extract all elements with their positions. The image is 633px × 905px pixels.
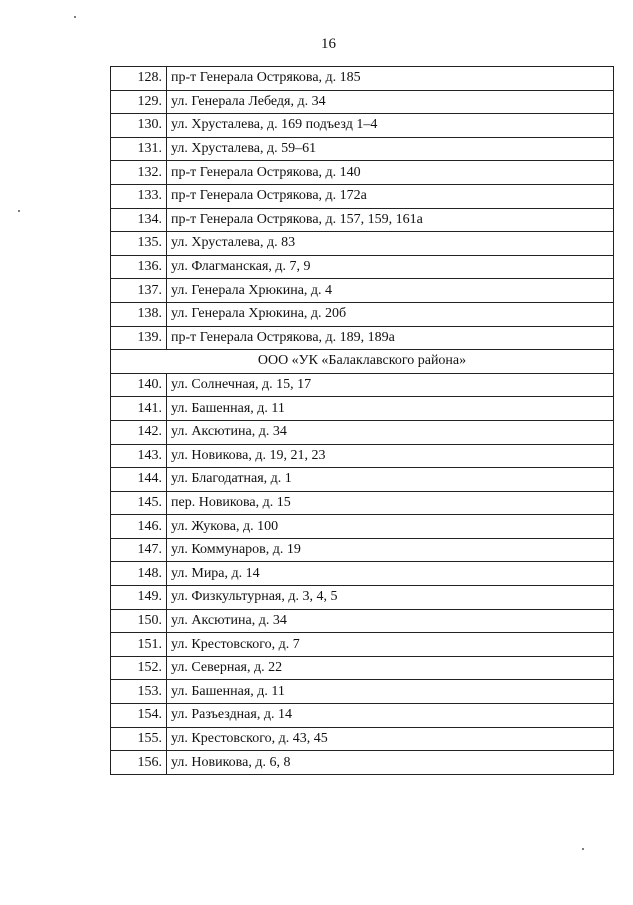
row-address: ул. Генерала Хрюкина, д. 4 bbox=[167, 279, 614, 303]
table-row bbox=[111, 704, 614, 728]
row-number: 136. bbox=[111, 255, 167, 279]
row-number: 147. bbox=[111, 538, 167, 562]
row-number: 135. bbox=[111, 232, 167, 256]
row-address: ул. Мира, д. 14 bbox=[167, 562, 614, 586]
row-address: пр-т Генерала Острякова, д. 172а bbox=[167, 184, 614, 208]
table-row bbox=[111, 609, 614, 633]
row-address: ул. Хрусталева, д. 83 bbox=[167, 232, 614, 256]
row-number: 144. bbox=[111, 468, 167, 492]
row-number: 143. bbox=[111, 444, 167, 468]
row-address: ул. Башенная, д. 11 bbox=[167, 680, 614, 704]
table-row bbox=[111, 538, 614, 562]
row-address: ул. Генерала Лебедя, д. 34 bbox=[167, 90, 614, 114]
row-address: ул. Новикова, д. 6, 8 bbox=[167, 751, 614, 775]
address-table bbox=[110, 66, 614, 775]
row-address: ул. Аксютина, д. 34 bbox=[167, 420, 614, 444]
table-row bbox=[111, 751, 614, 775]
row-number: 139. bbox=[111, 326, 167, 350]
row-address: пр-т Генерала Острякова, д. 157, 159, 161а bbox=[167, 208, 614, 232]
row-number: 156. bbox=[111, 751, 167, 775]
table-row bbox=[111, 137, 614, 161]
table-row bbox=[111, 656, 614, 680]
table-row bbox=[111, 515, 614, 539]
table-row bbox=[111, 373, 614, 397]
row-number: 148. bbox=[111, 562, 167, 586]
row-number: 153. bbox=[111, 680, 167, 704]
row-address: пер. Новикова, д. 15 bbox=[167, 491, 614, 515]
table-row bbox=[111, 67, 614, 91]
row-number: 150. bbox=[111, 609, 167, 633]
row-number: 140. bbox=[111, 373, 167, 397]
table-row bbox=[111, 468, 614, 492]
row-address: ул. Жукова, д. 100 bbox=[167, 515, 614, 539]
scan-speck bbox=[18, 210, 20, 212]
row-number: 151. bbox=[111, 633, 167, 657]
table-row bbox=[111, 727, 614, 751]
row-address: ул. Аксютина, д. 34 bbox=[167, 609, 614, 633]
table-row bbox=[111, 184, 614, 208]
table-row bbox=[111, 444, 614, 468]
table-row bbox=[111, 420, 614, 444]
row-address: ул. Коммунаров, д. 19 bbox=[167, 538, 614, 562]
row-number: 134. bbox=[111, 208, 167, 232]
table-row bbox=[111, 161, 614, 185]
row-address: ул. Новикова, д. 19, 21, 23 bbox=[167, 444, 614, 468]
table-row bbox=[111, 397, 614, 421]
row-number: 132. bbox=[111, 161, 167, 185]
row-number: 130. bbox=[111, 114, 167, 138]
row-address: ул. Крестовского, д. 43, 45 bbox=[167, 727, 614, 751]
row-address: ул. Солнечная, д. 15, 17 bbox=[167, 373, 614, 397]
row-address: ул. Физкультурная, д. 3, 4, 5 bbox=[167, 586, 614, 610]
row-address: ул. Благодатная, д. 1 bbox=[167, 468, 614, 492]
row-address: ул. Башенная, д. 11 bbox=[167, 397, 614, 421]
address-table-body bbox=[111, 67, 614, 775]
table-row bbox=[111, 680, 614, 704]
row-number: 137. bbox=[111, 279, 167, 303]
row-number: 131. bbox=[111, 137, 167, 161]
row-number: 152. bbox=[111, 656, 167, 680]
row-address: ул. Северная, д. 22 bbox=[167, 656, 614, 680]
row-number: 155. bbox=[111, 727, 167, 751]
row-number: 142. bbox=[111, 420, 167, 444]
row-address: ул. Крестовского, д. 7 bbox=[167, 633, 614, 657]
row-number: 149. bbox=[111, 586, 167, 610]
table-row bbox=[111, 302, 614, 326]
row-address: пр-т Генерала Острякова, д. 140 bbox=[167, 161, 614, 185]
row-address: ул. Генерала Хрюкина, д. 20б bbox=[167, 302, 614, 326]
table-row bbox=[111, 114, 614, 138]
row-number: 129. bbox=[111, 90, 167, 114]
table-row bbox=[111, 491, 614, 515]
row-address: ул. Хрусталева, д. 169 подъезд 1–4 bbox=[167, 114, 614, 138]
table-row bbox=[111, 586, 614, 610]
table-row bbox=[111, 326, 614, 350]
table-row bbox=[111, 208, 614, 232]
row-address: ул. Флагманская, д. 7, 9 bbox=[167, 255, 614, 279]
group-header: ООО «УК «Балаклавского района» bbox=[111, 350, 614, 374]
row-number: 145. bbox=[111, 491, 167, 515]
table-row bbox=[111, 562, 614, 586]
row-number: 133. bbox=[111, 184, 167, 208]
scan-speck bbox=[582, 848, 584, 850]
row-address: ул. Разъездная, д. 14 bbox=[167, 704, 614, 728]
row-address: ул. Хрусталева, д. 59–61 bbox=[167, 137, 614, 161]
scan-speck bbox=[74, 16, 76, 18]
row-number: 146. bbox=[111, 515, 167, 539]
page-number: 16 bbox=[321, 36, 336, 52]
group-header-row bbox=[111, 350, 614, 374]
table-row bbox=[111, 232, 614, 256]
row-address: пр-т Генерала Острякова, д. 185 bbox=[167, 67, 614, 91]
table-row bbox=[111, 279, 614, 303]
row-address: пр-т Генерала Острякова, д. 189, 189а bbox=[167, 326, 614, 350]
table-row bbox=[111, 255, 614, 279]
row-number: 141. bbox=[111, 397, 167, 421]
row-number: 128. bbox=[111, 67, 167, 91]
row-number: 138. bbox=[111, 302, 167, 326]
row-number: 154. bbox=[111, 704, 167, 728]
table-row bbox=[111, 90, 614, 114]
table-row bbox=[111, 633, 614, 657]
